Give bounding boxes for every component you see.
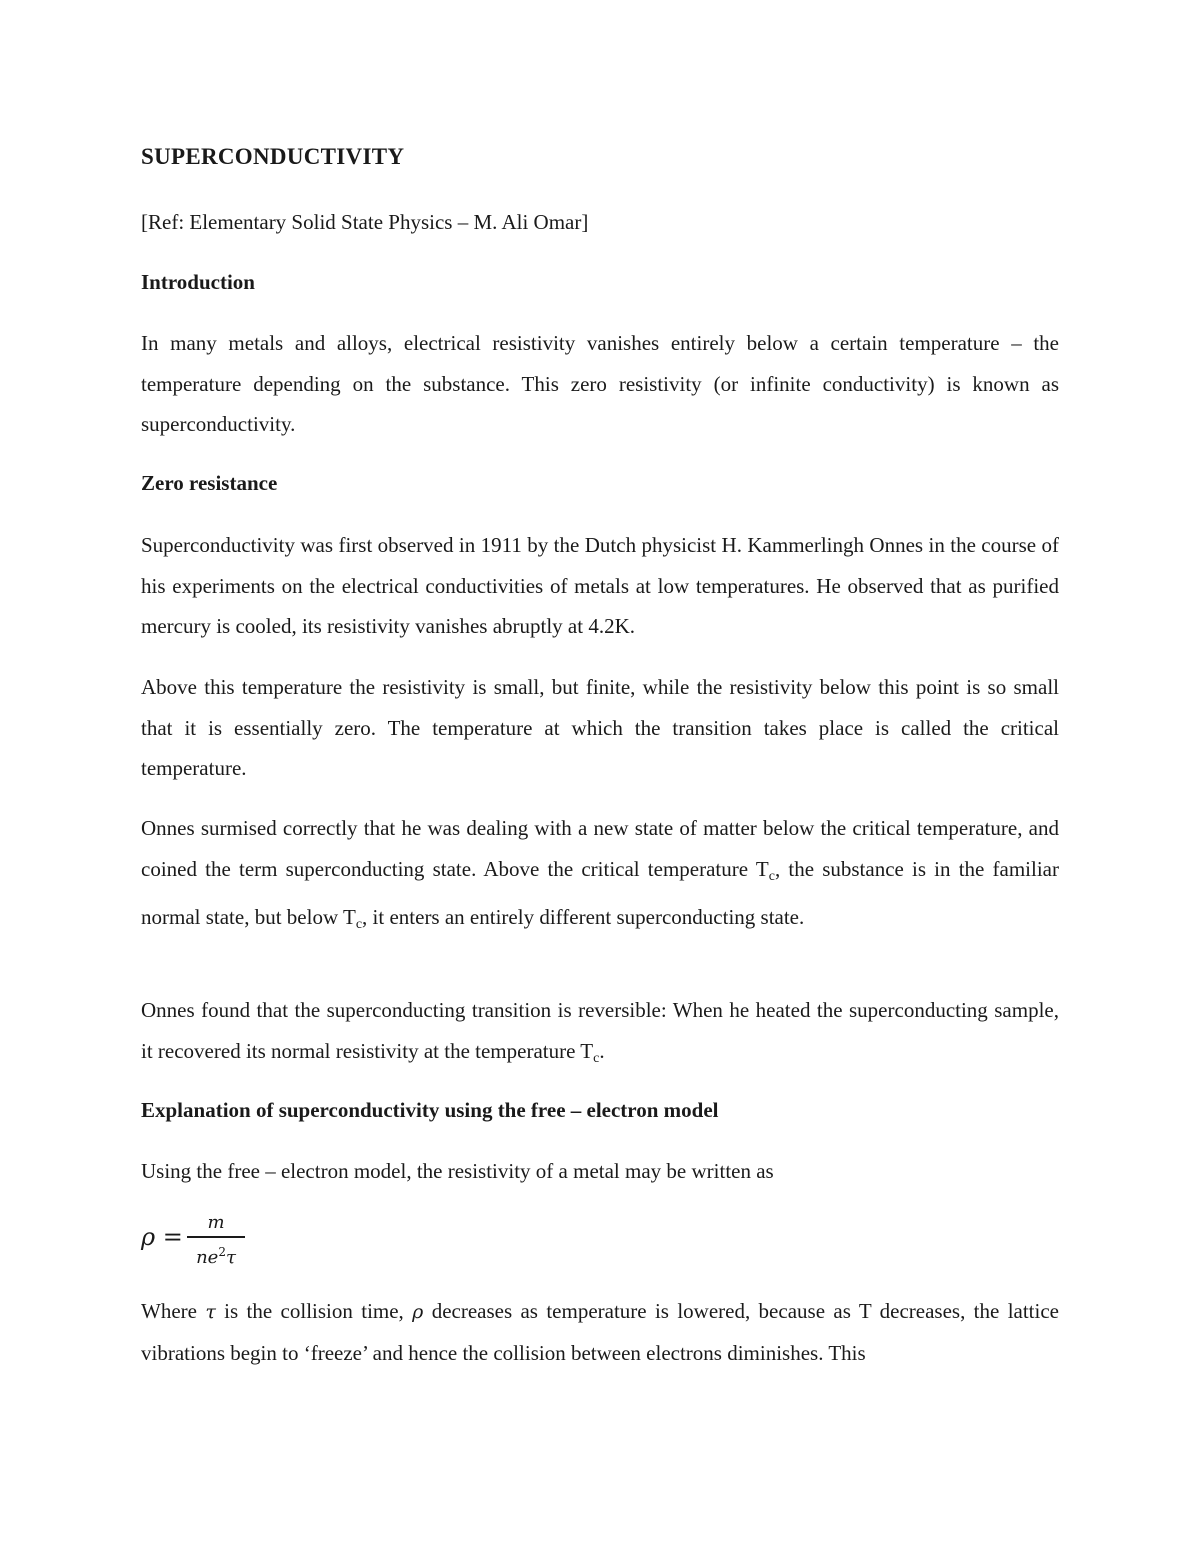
p3-text-a: Onnes surmised correctly that he was dealing with a new state of matter below the critical temperature, and coined the term superconducting state. Above the critical temperature T <box>141 816 1059 881</box>
heading-introduction: Introduction <box>141 270 255 294</box>
formula-lhs: ρ = <box>141 1223 183 1251</box>
where-text-a: Where <box>141 1299 206 1323</box>
denominator-tail: τ <box>225 1246 236 1268</box>
denominator-base: ne <box>196 1246 219 1268</box>
formula-numerator: m <box>207 1212 225 1233</box>
subscript-c: c <box>593 1050 600 1066</box>
tau-symbol: τ <box>205 1301 216 1323</box>
document-title: SUPERCONDUCTIVITY <box>141 144 405 169</box>
p3-text-c: , it enters an entirely different superconducting state. <box>362 905 805 929</box>
p3-text-b: , the substance is in the familiar normal state, but below T <box>141 856 1059 929</box>
where-text-c: decreases as temperature is lowered, because as T decreases, the lattice vibrations begin to ‘freeze’ and hence the collision between electrons diminishes. This <box>141 1299 1059 1365</box>
p4-text-a: Onnes found that the superconducting transition is reversible: When he heated the superconducting sample, it recovered its normal resistivity at the temperature T <box>141 998 1059 1063</box>
subscript-c: c <box>768 868 775 884</box>
paragraph-critical-temperature: Above this temperature the resistivity is small, but finite, while the resistivity below this point is so small that it is essentially zero. The temperature at which the transition takes place is called the critical temperature. <box>141 675 1059 780</box>
paragraph-collision-time <box>141 1291 1059 1373</box>
p4-text-b: . <box>599 1038 605 1063</box>
where-text-b: is the collision time, <box>215 1299 413 1323</box>
paragraph-superconducting-state <box>141 808 1059 946</box>
reference-line: [Ref: Elementary Solid State Physics – M. Ali Omar] <box>141 210 589 234</box>
fraction-bar <box>187 1236 245 1238</box>
rho-symbol: ρ <box>412 1301 424 1323</box>
paragraph-discovery: Superconductivity was first observed in 1911 by the Dutch physicist H. Kammerlingh Onnes in the course of his experiments on the electrical conductivities of metals at low temperatures. He observed that as purified mercury is cooled, its resistivity vanishes abruptly at 4.2K. <box>141 533 1059 638</box>
heading-zero-resistance: Zero resistance <box>141 471 278 495</box>
paragraph-resistivity-intro: Using the free – electron model, the resistivity of a metal may be written as <box>141 1159 774 1183</box>
formula-denominator <box>187 1241 245 1269</box>
paragraph-reversible <box>141 990 1059 1079</box>
paragraph-introduction: In many metals and alloys, electrical resistivity vanishes entirely below a certain temperature – the temperature depending on the substance. This zero resistivity (or infinite conductivity) is known as superconductivity. <box>141 331 1059 436</box>
subscript-c: c <box>355 917 363 932</box>
heading-explanation: Explanation of superconductivity using the free – electron model <box>141 1098 719 1122</box>
formula-fraction <box>187 1212 245 1269</box>
denominator-exponent: 2 <box>218 1244 226 1259</box>
